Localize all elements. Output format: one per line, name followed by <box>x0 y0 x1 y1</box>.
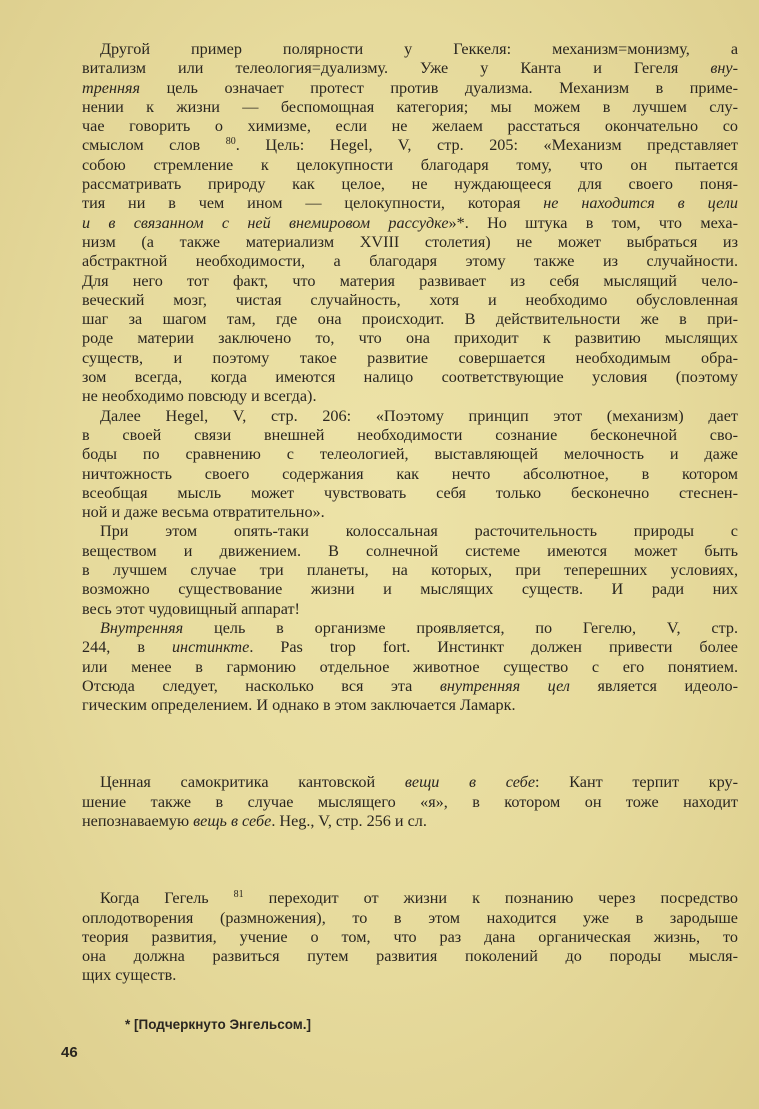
text-line: она должна развиться путем развития поколений до породы мысля- <box>82 947 738 966</box>
text-line: ничтожность своего содержания как нечто абсолютное, в котором <box>82 464 738 483</box>
text-line: Отсюда следует, насколько вся эта внутренняя цел является идеоло- <box>82 676 738 695</box>
text-line: Другой пример полярности у Геккеля: механизм=монизму, а <box>100 40 738 58</box>
paragraph-3 <box>82 522 738 618</box>
text-line: Когда Гегель $^{81}$ переходит от жизни к познанию через посредство <box>100 889 738 908</box>
paragraph-1 <box>82 40 738 407</box>
text-line: рассматривать природу как целое, не нуждающееся для своего поня- <box>82 175 738 194</box>
paragraph-5 <box>82 773 738 831</box>
text-line: в своей связи внешней необходимости сознание бесконечной сво- <box>82 425 738 444</box>
text-line: гическим определением. И однако в этом заключается Ламарк. <box>82 696 516 715</box>
section-gap <box>82 831 738 889</box>
text-line: Для него тот факт, что материя развивает из себя мыслящий чело- <box>82 271 738 290</box>
page-number: 46 <box>61 1044 78 1061</box>
text-line: роде материи заключено то, что она приходит к развитию мыслящих <box>82 329 738 348</box>
text-line: Далее Hegel, V, стр. 206: «Поэтому принцип этот (механизм) дает <box>100 406 738 425</box>
text-line: всеобщая мысль может чувствовать себя только бесконечно стеснен- <box>82 483 738 502</box>
paragraph-4 <box>82 619 738 715</box>
text-line: боды по сравнению с телеологией, выставляющей мелочность и даже <box>82 445 738 464</box>
text-line: Ценная самокритика кантовской вещи в себе: Кант терпит кру- <box>100 773 738 792</box>
footnote: * [Подчеркнуто Энгельсом.] <box>125 1017 312 1032</box>
section-gap <box>82 715 738 773</box>
text-line: При этом опять-таки колоссальная расточительность природы с <box>100 522 738 541</box>
text-line: тренняя цель означает протест против дуализма. Механизм в приме- <box>82 78 738 97</box>
text-line: веческий мозг, чистая случайность, хотя и необходимо обусловленная <box>82 290 738 309</box>
text-line: теория развития, учение о том, что раз дана органическая жизнь, то <box>82 927 738 946</box>
text-line: существ, и поэтому такое развитие совершается необходимым обра- <box>82 348 738 367</box>
text-line: витализм или телеология=дуализму. Уже у Канта и Гегеля вну- <box>82 59 738 78</box>
text-line: тия ни в чем ином — целокупности, которая не находится в цели <box>82 194 738 213</box>
text-line: зом всегда, когда имеются налицо соответствующие условия (поэтому <box>82 368 738 387</box>
text-line: возможно существование жизни и мыслящих существ. И ради них <box>82 580 738 599</box>
text-line: веществом и движением. В солнечной системе имеются может быть <box>82 541 738 560</box>
text-line: или менее в гармонию отдельное животное существо с его понятием. <box>82 657 738 676</box>
text-line: оплодотворения (размножения), то в этом находится уже в зародыше <box>82 908 738 927</box>
text-line: абстрактной необходимости, а благодаря этому также из случайности. <box>82 252 738 271</box>
text-line: низм (а также материализм XVIII столетия) не может выбраться из <box>82 232 738 251</box>
text-line: шаг за шагом там, где она происходит. В действительности же в при- <box>82 310 738 329</box>
text-line: собою стремление к целокупности благодаря тому, что он пытается <box>82 155 738 174</box>
text-line: чае говорить о химизме, если не желаем расстаться окончательно со <box>82 117 738 136</box>
text-line: смыслом слов $^{80}$. Цель: Hegel, V, стр. 205: «Механизм представляет <box>82 136 738 155</box>
paragraph-6 <box>82 889 738 985</box>
paragraph-2 <box>82 407 738 523</box>
text-line: шение также в случае мыслящего «я», в котором он тоже находит <box>82 792 738 811</box>
text-line: не необходимо повсюду и всегда). <box>82 387 317 406</box>
text-line: щих существ. <box>82 966 177 985</box>
text-line: в лучшем случае три планеты, на которых, при теперешних условиях, <box>82 561 738 580</box>
page-body <box>82 40 738 986</box>
text-line: 244, в инстинкте. Pas trop fort. Инстинкт должен привести более <box>82 638 738 657</box>
text-line: Внутренняя цель в организме проявляется, по Гегелю, V, стр. <box>100 618 738 637</box>
text-line: непознаваемую вещь в себе. Heg., V, стр. 256 и сл. <box>82 811 427 830</box>
text-line: ной и даже весьма отвратительно». <box>82 503 325 522</box>
text-line: весь этот чудовищный аппарат! <box>82 599 300 618</box>
text-line: нении к жизни — беспомощная категория; мы можем в лучшем слу- <box>82 97 738 116</box>
text-line: и в связанном с ней внемировом рассудке»*. Но штука в том, что меха- <box>82 213 738 232</box>
